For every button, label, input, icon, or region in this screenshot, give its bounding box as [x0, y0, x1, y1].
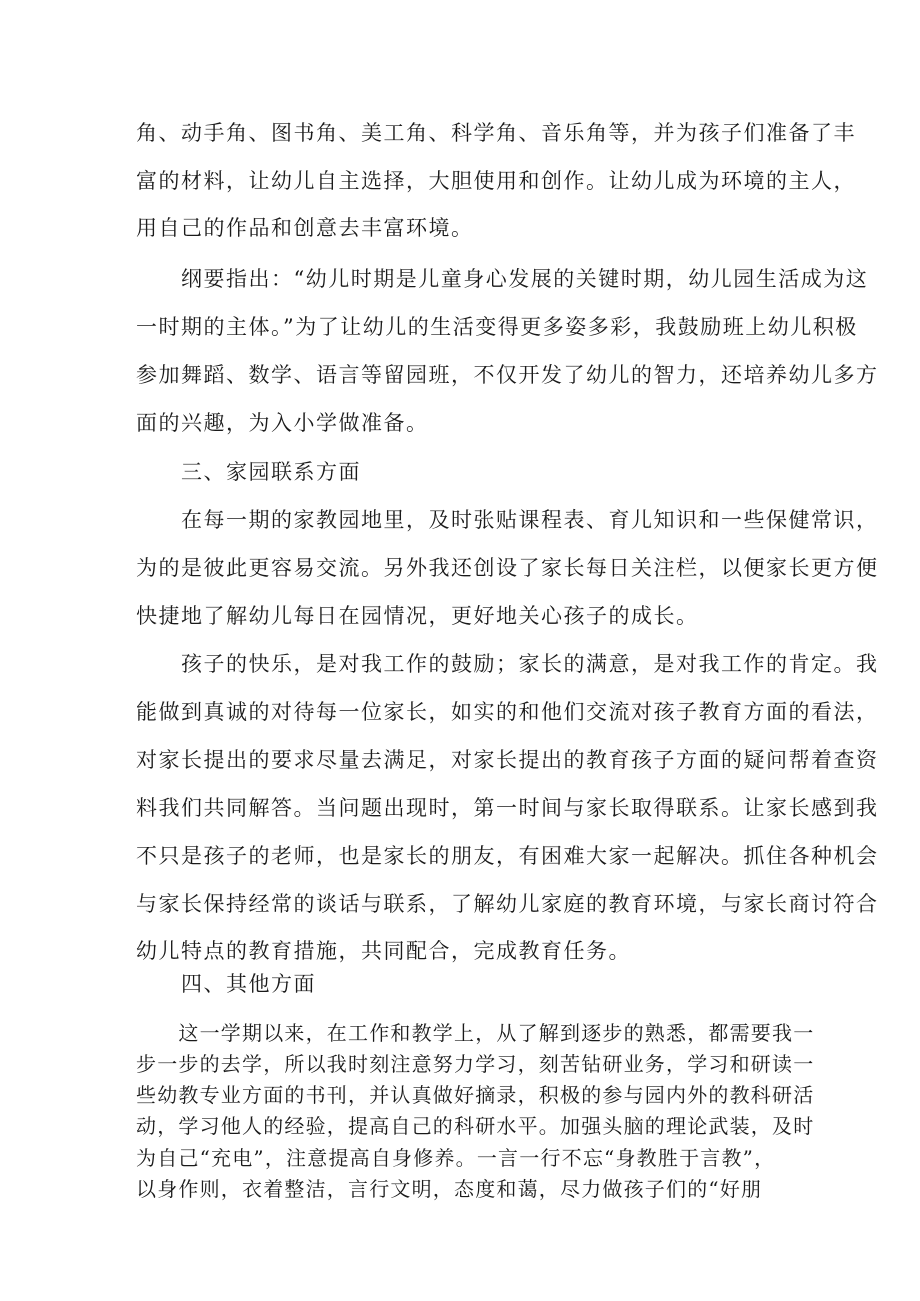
- section-heading: 三、家园联系方面: [136, 460, 361, 484]
- text-line: 不只是孩子的老师，也是家长的朋友，有困难大家一起解决。抓住各种机会: [136, 844, 879, 868]
- text-line: 一时期的主体。”为了让幼儿的生活变得更多姿多彩，我鼓励班上幼儿积极: [136, 315, 858, 339]
- text-line: 面的兴趣，为入小学做准备。: [136, 411, 429, 435]
- text-line: 步一步的去学，所以我时刻注意努力学习，刻苦钻研业务，学习和研读一: [136, 1052, 815, 1076]
- text-line: 角、动手角、图书角、美工角、科学角、音乐角等，并为孩子们准备了丰: [136, 121, 856, 145]
- text-line: 为的是彼此更容易交流。另外我还创设了家长每日关注栏，以便家长更方便: [136, 556, 879, 580]
- text-line: 以身作则，衣着整洁，言行文明，态度和蔼，尽力做孩子们的“好朋: [136, 1177, 763, 1201]
- section-heading: 四、其他方面: [136, 972, 316, 996]
- text-line: 在每一期的家教园地里，及时张贴课程表、育儿知识和一些保健常识，: [136, 508, 879, 532]
- text-line: 孩子的快乐，是对我工作的鼓励；家长的满意，是对我工作的肯定。我: [136, 652, 879, 676]
- text-line: 纲要指出：“幼儿时期是儿童身心发展的关键时期，幼儿园生活成为这: [136, 267, 869, 291]
- text-line: 为自己“充电”，注意提高自身修养。一言一行不忘“身教胜于言教”，: [136, 1146, 776, 1170]
- text-line: 参加舞蹈、数学、语言等留园班，不仅开发了幼儿的智力，还培养幼儿多方: [136, 363, 879, 387]
- text-line: 这一学期以来，在工作和教学上，从了解到逐步的熟悉，都需要我一: [136, 1021, 815, 1045]
- text-line: 富的材料，让幼儿自主选择，大胆使用和创作。让幼儿成为环境的主人，: [136, 169, 856, 193]
- text-line: 快捷地了解幼儿每日在园情况，更好地关心孩子的成长。: [136, 604, 699, 628]
- text-line: 用自己的作品和创意去丰富环境。: [136, 216, 474, 240]
- text-line: 动，学习他人的经验，提高自己的科研水平。加强头脑的理论武装，及时: [136, 1114, 815, 1138]
- text-line: 能做到真诚的对待每一位家长，如实的和他们交流对孩子教育方面的看法，: [136, 700, 879, 724]
- text-line: 与家长保持经常的谈话与联系，了解幼儿家庭的教育环境，与家长商讨符合: [136, 892, 879, 916]
- text-line: 幼儿特点的教育措施，共同配合，完成教育任务。: [136, 939, 631, 963]
- text-line: 些幼教专业方面的书刊，并认真做好摘录，积极的参与园内外的教科研活: [136, 1083, 815, 1107]
- text-line: 料我们共同解答。当问题出现时，第一时间与家长取得联系。让家长感到我: [136, 796, 879, 820]
- text-line: 对家长提出的要求尽量去满足，对家长提出的教育孩子方面的疑问帮着查资: [136, 748, 879, 772]
